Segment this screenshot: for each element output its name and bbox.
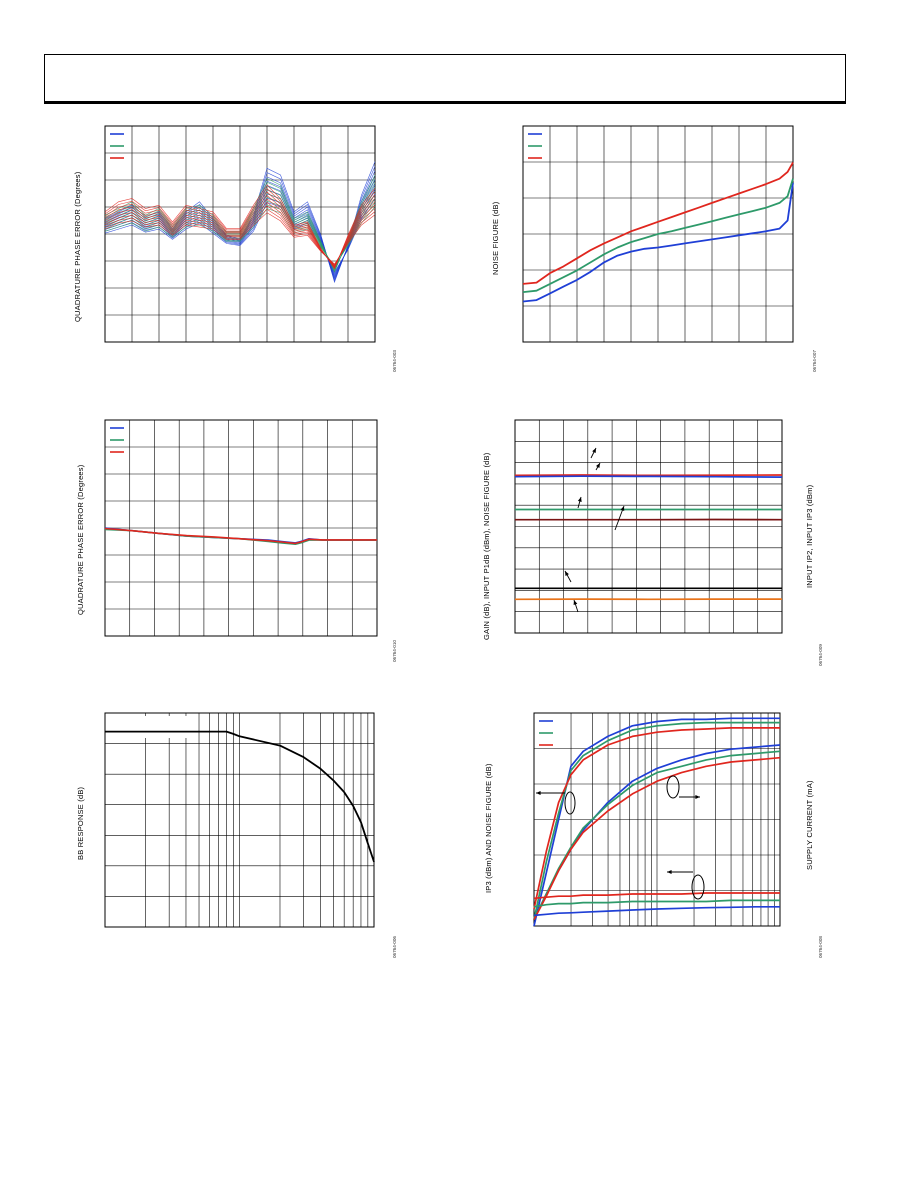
chart-4-right-y-axis-label: INPUT IP2, INPUT IP3 (dBm) bbox=[805, 484, 814, 588]
c6-ellipse-ip3 bbox=[565, 792, 575, 814]
chart-2-figure-id: 06764-007 bbox=[812, 350, 817, 372]
chart-5-y-axis-label: BB RESPONSE (dB) bbox=[76, 786, 85, 860]
c6-ellipse-current bbox=[667, 776, 679, 798]
chart-6-left-y-axis-label: IP3 (dBm) AND NOISE FIGURE (dB) bbox=[484, 763, 493, 893]
chart-4-left-y-axis-label: GAIN (dB), INPUT P1dB (dBm), NOISE FIGURE (dB) bbox=[482, 452, 491, 640]
chart-5-figure-id: 06764-006 bbox=[392, 936, 397, 958]
c6-arrow-current-head bbox=[695, 795, 700, 799]
chart-3-figure-id: 06764-010 bbox=[392, 640, 397, 662]
chart-2-y-axis-label: NOISE FIGURE (dB) bbox=[491, 201, 500, 275]
chart-1-y-axis-label: QUADRATURE PHASE ERROR (Degrees) bbox=[73, 171, 82, 322]
chart-6-figure-id: 06764-008 bbox=[818, 936, 823, 958]
c6-arrow-nf-head bbox=[667, 870, 672, 874]
chart-4-figure-id: 06764-009 bbox=[818, 644, 823, 666]
chart-3-y-axis-label: QUADRATURE PHASE ERROR (Degrees) bbox=[76, 464, 85, 615]
chart-6-right-y-axis-label: SUPPLY CURRENT (mA) bbox=[805, 780, 814, 870]
c6-arrow-ip3-head bbox=[536, 791, 541, 795]
chart-1-figure-id: 06764-003 bbox=[392, 350, 397, 372]
